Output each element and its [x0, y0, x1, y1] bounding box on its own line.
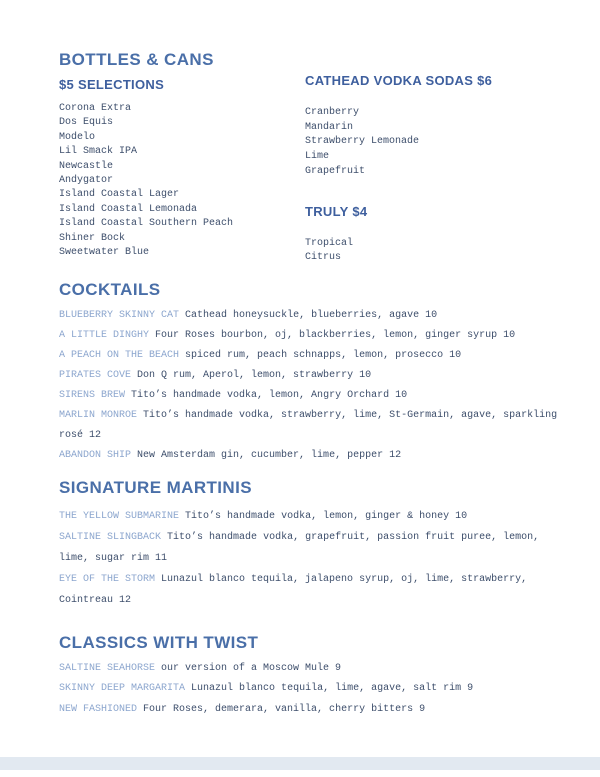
bottles-and-cans-section [0, 50, 600, 266]
menu-item [59, 366, 567, 386]
signature-martinis-section [0, 478, 600, 611]
menu-item-name: EYE OF THE STORM [59, 573, 156, 585]
flavor-item: Lime [305, 151, 330, 163]
menu-item [59, 527, 567, 569]
flavor-item: Tropical [305, 237, 354, 249]
menu-item-description: our version of a Moscow Mule 9 [161, 662, 342, 674]
cocktails-list [59, 306, 567, 466]
menu-item [59, 569, 567, 611]
truly-title: TRULY $4 [305, 203, 368, 219]
beer-item: Modelo [59, 131, 96, 143]
bottles-and-cans-title: BOTTLES & CANS [59, 50, 214, 69]
menu-item-name: SIRENS BREW [59, 389, 126, 401]
menu-item [59, 506, 567, 527]
menu-item [59, 346, 567, 366]
menu-item-name: SALTINE SEAHORSE [59, 662, 156, 674]
bottles-and-cans-column [59, 50, 305, 266]
menu-item [59, 406, 567, 446]
menu-item-name: ABANDON SHIP [59, 449, 132, 461]
menu-item-description: New Amsterdam gin, cucumber, lime, pepper 12 [137, 449, 402, 461]
vodka-sodas-title: CATHEAD VODKA SODAS $6 [305, 73, 493, 88]
classics-with-twist-title: CLASSICS WITH TWIST [59, 632, 259, 652]
flavor-item: Grapefruit [305, 165, 366, 177]
beer-item: Island Coastal Lager [59, 189, 180, 201]
menu-item-description: Tito’s handmade vodka, strawberry, lime, St-Germain, agave, sparkling rosé 12 [59, 409, 558, 441]
flavor-item: Citrus [305, 252, 342, 264]
vodka-soda-flavor-list [305, 106, 580, 180]
beer-item: Island Coastal Lemonada [59, 203, 198, 215]
classics-with-twist-section [0, 633, 600, 721]
menu-item [59, 386, 567, 406]
flavor-item: Strawberry Lemonade [305, 136, 420, 148]
menu-item [59, 659, 567, 680]
beer-item: Corona Extra [59, 103, 132, 114]
beer-item: Shiner Bock [59, 232, 126, 244]
beer-item: Island Coastal Southern Peach [59, 218, 234, 230]
beer-item: Dos Equis [59, 117, 114, 129]
menu-item [59, 306, 567, 326]
menu-item-description: Four Roses bourbon, oj, blackberries, lemon, ginger syrup 10 [155, 329, 516, 341]
menu-item-name: MARLIN MONROE [59, 409, 138, 421]
beer-item: Andygator [59, 175, 114, 187]
menu-item-name: BLUEBERRY SKINNY CAT [59, 309, 180, 321]
menu-item-description: Lunazul blanco tequila, jalapeno syrup, oj, lime, strawberry, Cointreau 12 [59, 573, 528, 606]
footer-accent-bar [0, 757, 600, 770]
cocktails-title: COCKTAILS [59, 279, 161, 299]
classics-list [59, 659, 567, 721]
beer-item: Sweetwater Blue [59, 247, 150, 259]
menu-item-description: Tito’s handmade vodka, grapefruit, passion fruit puree, lemon, lime, sugar rim 11 [59, 531, 540, 564]
flavor-item: Mandarin [305, 121, 354, 133]
menu-item-name: PIRATES COVE [59, 369, 132, 381]
menu-item-description: spiced rum, peach schnapps, lemon, prosecco 10 [185, 349, 462, 361]
menu-item-description: Lunazul blanco tequila, lime, agave, salt rim 9 [191, 683, 474, 695]
sodas-and-truly-column [305, 50, 580, 266]
menu-item-description: Tito’s handmade vodka, lemon, Angry Orchard 10 [131, 389, 408, 401]
menu-item [59, 326, 567, 346]
cocktails-section [0, 280, 600, 466]
menu-item-name: A LITTLE DINGHY [59, 329, 150, 341]
flavor-item: Cranberry [305, 107, 360, 118]
beer-item: Newcastle [59, 160, 114, 172]
truly-flavor-list [305, 237, 580, 266]
menu-item-name: A PEACH ON THE BEACH [59, 349, 180, 361]
menu-item [59, 679, 567, 700]
five-dollar-selections-subtitle: $5 SELECTIONS [59, 77, 165, 92]
beer-item: Lil Smack IPA [59, 146, 138, 158]
menu-item-description: Four Roses, demerara, vanilla, cherry bitters 9 [143, 703, 426, 715]
menu-item [59, 700, 567, 721]
menu-item-name: SKINNY DEEP MARGARITA [59, 683, 186, 695]
menu-item-description: Tito’s handmade vodka, lemon, ginger & honey 10 [185, 510, 468, 522]
menu-item-name: NEW FASHIONED [59, 703, 138, 715]
beer-list [59, 102, 305, 260]
menu-item-name: THE YELLOW SUBMARINE [59, 510, 180, 522]
menu-item-description: Cathead honeysuckle, blueberries, agave 10 [185, 309, 438, 321]
menu-item-description: Don Q rum, Aperol, lemon, strawberry 10 [137, 369, 372, 381]
menu-item-name: SALTINE SLINGBACK [59, 531, 162, 543]
menu-item [59, 446, 567, 466]
signature-martinis-list [59, 506, 567, 611]
signature-martinis-title: SIGNATURE MARTINIS [59, 477, 252, 497]
